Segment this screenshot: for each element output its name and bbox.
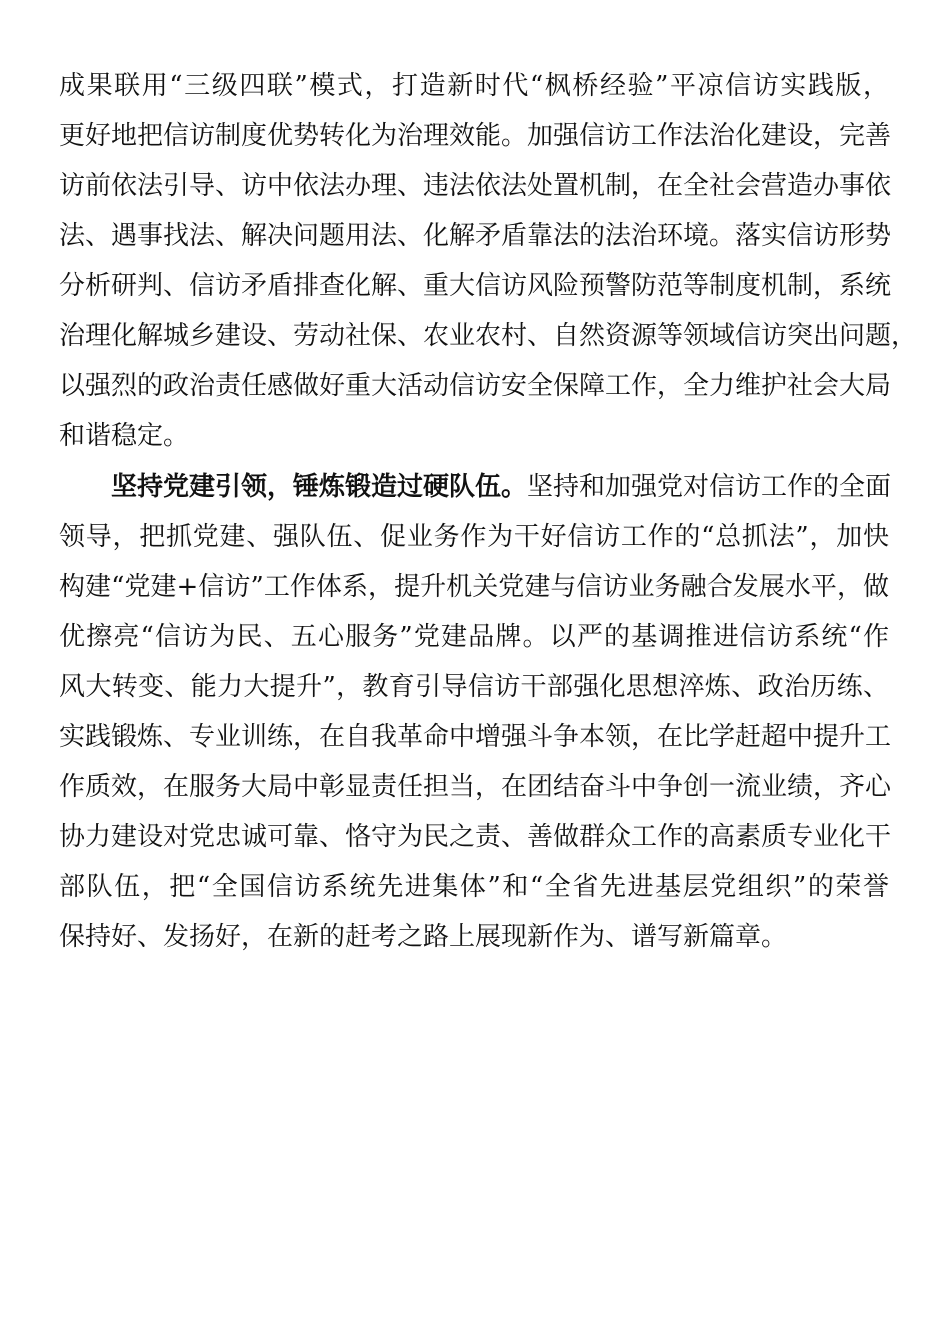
paragraph-line: 领导，把抓党建、强队伍、促业务作为干好信访工作的“总抓法”，加快	[59, 522, 889, 552]
paragraph-line: 实践锻炼、专业训练，在自我革命中增强斗争本领，在比学赶超中提升工	[59, 722, 892, 752]
section-heading: 坚持党建引领，锤炼锻造过硬队伍。	[111, 472, 528, 502]
paragraph-line: 治理化解城乡建设、劳动社保、农业农村、自然资源等领域信访突出问题，	[59, 321, 918, 351]
paragraph-line: 和谐稳定。	[59, 421, 190, 451]
paragraph-line: 协力建设对党忠诚可靠、恪守为民之责、善做群众工作的高素质专业化干	[59, 822, 892, 852]
paragraph-line: 保持好、发扬好，在新的赶考之路上展现新作为、谱写新篇章。	[59, 922, 788, 952]
paragraph-line: 风大转变、能力大提升”，教育引导信访干部强化思想淬炼、政治历练、	[59, 672, 889, 702]
paragraph-line: 优擦亮“信访为民、五心服务”党建品牌。以严的基调推进信访系统“作	[59, 622, 889, 652]
paragraph-line: 作质效，在服务大局中彰显责任担当，在团结奋斗中争创一流业绩，齐心	[59, 772, 892, 802]
paragraph-line: 法、遇事找法、解决问题用法、化解矛盾靠法的法治环境。落实信访形势	[59, 221, 892, 251]
paragraph-line: 分析研判、信访矛盾排查化解、重大信访风险预警防范等制度机制，系统	[59, 271, 892, 301]
paragraph-line: 部队伍，把“全国信访系统先进集体”和“全省先进基层党组织”的荣誉	[59, 872, 889, 902]
heading-line-text: 坚持和加强党对信访工作的全面	[527, 472, 892, 502]
paragraph-line: 更好地把信访制度优势转化为治理效能。加强信访工作法治化建设，完善	[59, 121, 892, 151]
paragraph-line: 以强烈的政治责任感做好重大活动信访安全保障工作，全力维护社会大局	[59, 371, 892, 401]
paragraph-line: 访前依法引导、访中依法办理、违法依法处置机制，在全社会营造办事依	[59, 171, 892, 201]
paragraph-heading-line	[111, 462, 892, 512]
paragraph-line: 成果联用“三级四联”模式，打造新时代“枫桥经验”平凉信访实践版，	[59, 71, 889, 101]
paragraph-line: 构建“党建+信访”工作体系，提升机关党建与信访业务融合发展水平，做	[59, 572, 889, 602]
